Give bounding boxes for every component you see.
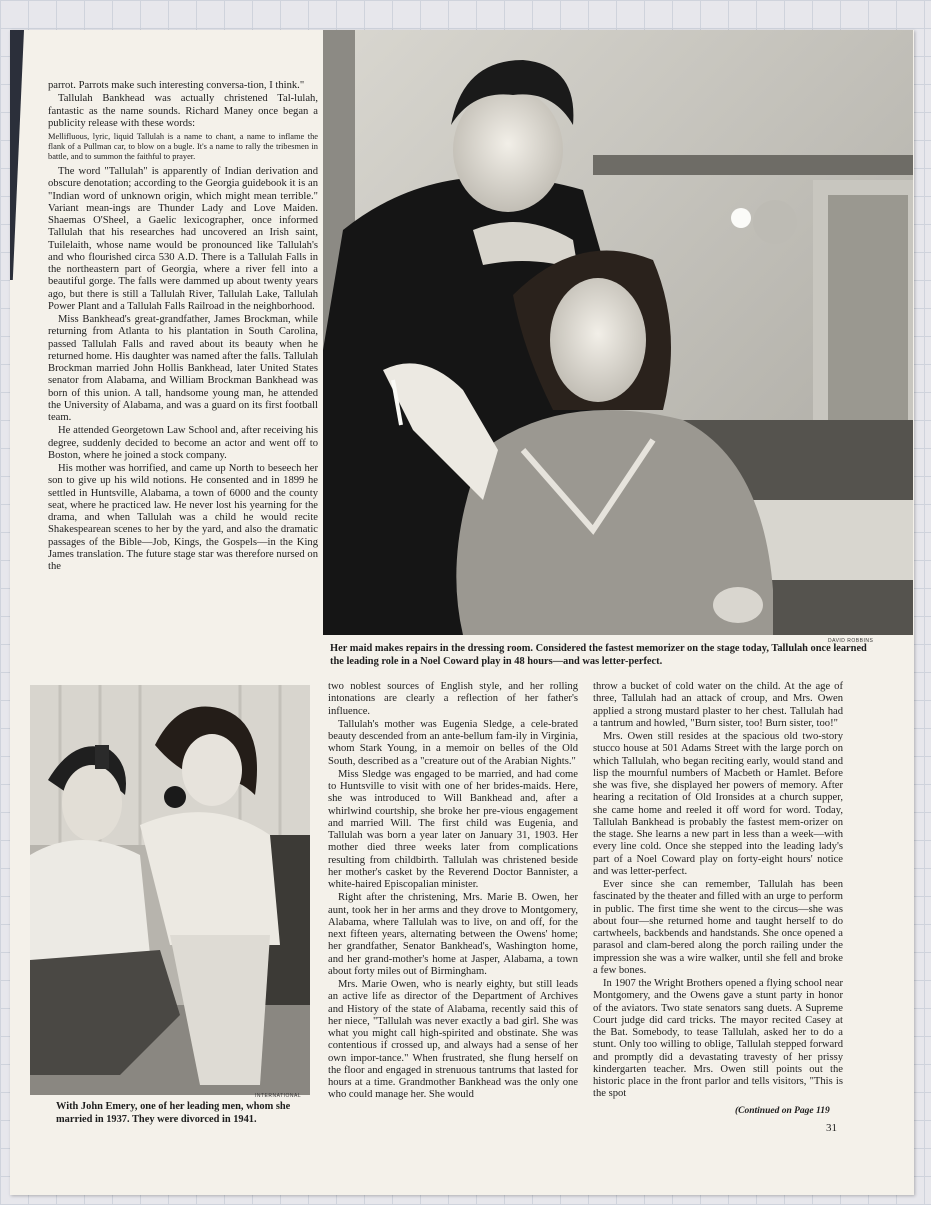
- article-paragraph: The word "Tallulah" is apparently of Indian derivation and obscure denotation; according to the Georgia guidebook it is an "Indian word of unknown origin, which might mean terrible." Variant mean-ings are Thunder Lady and Love Maiden. Shaemas O'Sheel, a Gaelic lexicographer, once informed Tallulah that his researches had uncovered an Irish saint, Tuilelaith, whose name would be pronounced like Tallulah's and who flourished circa 530 A.D. There is a Tallulah Falls in the northeastern part of Georgia, where a river fell into a beautiful gorge. The falls were dammed up about twenty years ago, but there is still a Tallulah River, Tallulah Lake, Tallulah Power Plant and a Tallulah Falls Railroad in the neighborhood.: [48, 166, 318, 312]
- john-emery-photo: [30, 685, 310, 1095]
- article-paragraph: Tallulah's mother was Eugenia Sledge, a cele-brated beauty descended from an ante-bellum fam-ily in Virginia, whom Stark Young, in a memoir on belles of the Old South, described as a "creature out of the Arabian Nights.": [328, 718, 578, 767]
- page-number: 31: [826, 1122, 837, 1134]
- article-paragraph: Mrs. Owen still resides at the spacious old two-story stucco house at 501 Adams Street with the large porch on which Tallulah, who began reciting early, would stand and lisp the mournful numbers of Macbeth or Hamlet. Before she was five, she displayed her powers of memory. After hearing a recitation of Old Ironsides at a church supper, she came home and reeled it off word for word. Today, Tallulah Bankhead is probably the fastest mem-orizer on the stage. She learns a new part in less than a week—with every line cold. Once she stepped into the leading lady's part of a Noel Coward play on forty-eight hours' notice and was letter-perfect.: [593, 731, 843, 877]
- article-paragraph: In 1907 the Wright Brothers opened a flying school near Montgomery, and the Owens gave a stunt party in honor of the aviators. Two state senators sang duets. A Supreme Court judge did card tricks. The mayor recited Casey at the Bat. Somebody, to tease Tallulah, asked her to do a stunt. Only too willing to oblige, Tallulah stepped forward and promptly did a devastating travesty of her prissy kindergarten teacher. Mrs. Owen still points out the historic place in the front parlor and tells visitors, "This is the spot: [593, 978, 843, 1100]
- article-paragraph: throw a bucket of cold water on the child. At the age of three, Tallulah had an attack of croup, and Mrs. Owen applied a strong mustard plaster to her chest. Tallulah had a tantrum and howled, "Burn sister, too! Burn sister, too!": [593, 681, 843, 729]
- article-column-3: [593, 681, 843, 1101]
- dressing-room-photo: [323, 30, 913, 635]
- article-column-1: [48, 80, 318, 573]
- article-paragraph: Miss Bankhead's great-grandfather, James Brockman, while returning from Atlanta to his plantation in South Carolina, passed Tallulah Falls and raved about its beauty when he returned home. His daughter was named after the falls. Tallulah Brockman married John Hollis Bankhead, later United States senator from Alabama, and William Brockman Bankhead was born of this union. A tall, handsome young man, he attended the University of Alabama, and was a guard on its first football team.: [48, 314, 318, 423]
- article-paragraph: He attended Georgetown Law School and, after receiving his degree, suddenly decided to become an actor and went off to Boston, where he joined a stock company.: [48, 425, 318, 461]
- bottom-photo-caption: With John Emery, one of her leading men, whom she married in 1937. They were divorced in 1941.: [56, 1101, 291, 1125]
- article-paragraph: two noblest sources of English style, and her rolling intonations are clearly a reflection of her father's influence.: [328, 681, 578, 717]
- article-paragraph: Mrs. Marie Owen, who is nearly eighty, but still leads an active life as director of the Department of Archives and History of the state of Alabama, recently said this of her niece, "Tallulah was never exactly a bad girl. She was what you might call high-spirited and obstinate. She was contentious if crossed up, and always had a sense of her own impor-tance." When frustrated, she flung herself on the floor and engaged in strenuous tantrums that lasted for hours at a time. Grandmother Bankhead was the only one who could manage her. She would: [328, 979, 578, 1101]
- article-paragraph: Ever since she can remember, Tallulah has been fascinated by the theater and filled with an urge to perform in public. The first time she went to the circus—she was about four—she returned home and taught herself to do cartwheels, backbends and handstands. She once opened a parasol and clam-bered along the porch railing under the impression she was a wire walker, until she fell and broke a few bones.: [593, 879, 843, 976]
- article-paragraph: Miss Sledge was engaged to be married, and had come to Huntsville to visit with one of her brides-maids. Here, she was introduced to Will Bankhead and, after a whirlwind courtship, she broke her pre-vious engagement and married Will. The first child was Eugenia, and Tallulah was born a year later on January 31, 1903. Her mother died three weeks later from complications resulting from childbirth. Tallulah was christened beside her mother's casket by the Reverend Doctor Bannister, a white-haired Episcopalian minister.: [328, 768, 578, 890]
- article-paragraph: Right after the christening, Mrs. Marie B. Owen, her aunt, took her in her arms and they drove to Montgomery, Alabama, where Tallulah was to live, on and off, for the next fifteen years, alternating between the Owens' home; her grandfather, Senator Bankhead's, Washington home, and her grand-mother's home at Jasper, Alabama, a town about forty miles out of Birmingham.: [328, 892, 578, 977]
- article-paragraph: parrot. Parrots make such interesting conversa-tion, I think.": [48, 80, 305, 91]
- article-paragraph: Tallulah Bankhead was actually christened Tal-lulah, fantastic as the name sounds. Richard Maney once began a publicity release with these words:: [48, 93, 318, 129]
- dressing-room-photo-image: [323, 30, 913, 635]
- top-photo-credit: DAVID ROBBINS: [828, 638, 874, 644]
- top-photo-caption: Her maid makes repairs in the dressing room. Considered the fastest memorizer on the stage today, Tallulah once learned the leading role in a Noel Coward play in 48 hours—and was letter-perfect.: [330, 643, 867, 667]
- article-paragraph: His mother was horrified, and came up North to beseech her son to give up his wild notions. He consented and in 1899 he settled in Huntsville, Alabama, a town of 6000 and the county seat, where he practiced law. He never lost his yearning for the drama, and when Tallulah was a child he would recite Shakespearean scenes to her by the yard, and also the dramatic passages of the Bible—Job, Kings, the Gospels—in the King James translation. The future stage star was therefore nursed on the: [48, 463, 318, 572]
- publicity-quote: Mellifluous, lyric, liquid Tallulah is a name to chant, a name to inflame the flank of a Pullman car, to blow on a bugle. It's a name to rally the tribesmen in battle, and to summon the faithful to prayer.: [48, 132, 318, 161]
- continued-note: (Continued on Page 119: [735, 1106, 830, 1116]
- article-column-2: [328, 681, 578, 1102]
- john-emery-photo-image: [30, 685, 310, 1095]
- bottom-photo-credit: INTERNATIONAL: [255, 1093, 302, 1099]
